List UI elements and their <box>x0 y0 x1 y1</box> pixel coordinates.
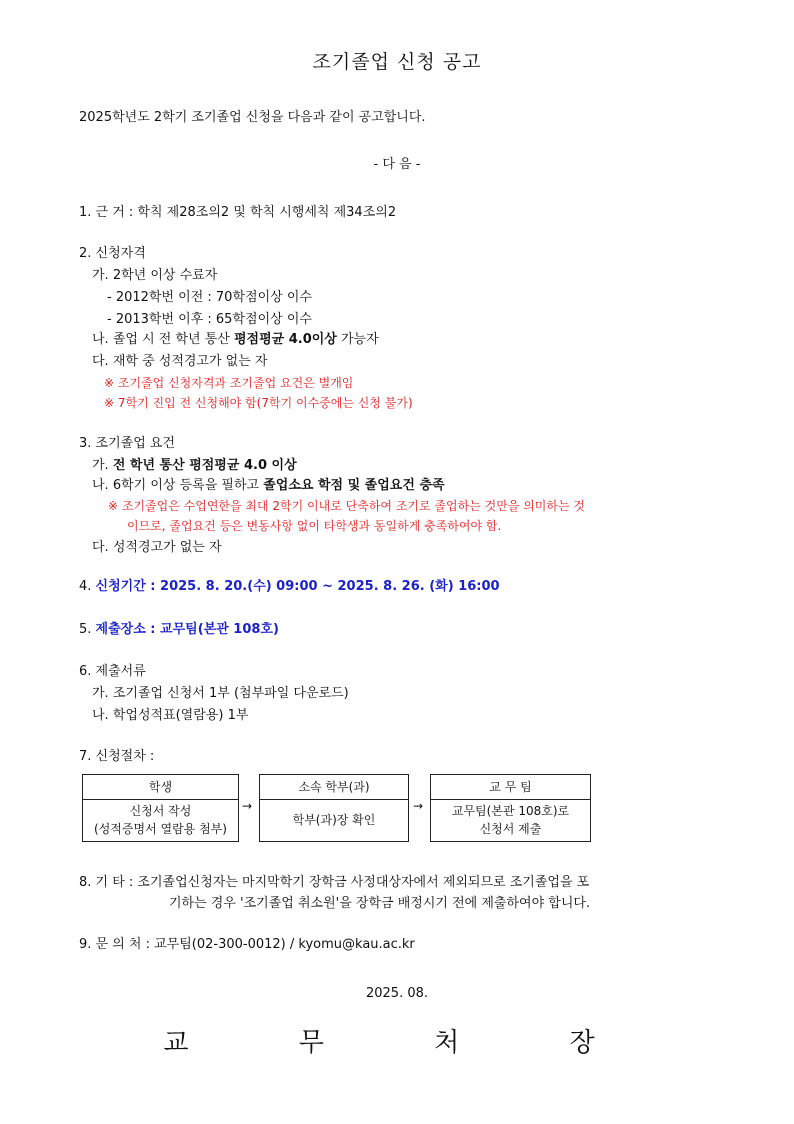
flow-step-student <box>82 774 239 842</box>
flow-step-body: 신청서 작성 (성적증명서 열람용 첨부) <box>94 804 227 836</box>
eligibility-sub-1: - 2012학번 이전 : 70학점이상 이수 <box>107 290 312 305</box>
flow-step-body: 교무팀(본관 108호)로 신청서 제출 <box>451 804 570 836</box>
requirement-item-ga: 가. 전 학년 통산 평점평균 4.0 이상 <box>92 458 297 473</box>
section-period: 4. 신청기간 : 2025. 8. 20.(수) 09:00 ~ 2025. 8. 26. (화) 16:00 <box>79 579 500 594</box>
flow-step-body: 학부(과)장 확인 <box>292 813 376 827</box>
section-contact: 9. 문 의 처 : 교무팀(02-300-0012) / kyomu@kau.ac.kr <box>79 937 415 952</box>
flow-step-department <box>259 774 409 842</box>
flow-arrow-icon: → <box>242 799 253 813</box>
flow-step-head: 소속 학부(과) <box>260 775 408 800</box>
flow-step-academic-team <box>430 774 591 842</box>
section-etc-line-2: 기하는 경우 '조기졸업 취소원'을 장학금 배정시기 전에 제출하여야 합니다. <box>169 896 591 911</box>
eligibility-item-da: 다. 재학 중 성적경고가 없는 자 <box>92 354 268 369</box>
eligibility-note-1: ※ 조기졸업 신청자격과 조기졸업 요건은 별개임 <box>104 376 354 390</box>
intro-text: 2025학년도 2학기 조기졸업 신청을 다음과 같이 공고합니다. <box>79 110 426 125</box>
flow-step-head: 교 무 팀 <box>431 775 590 800</box>
documents-item-ga: 가. 조기졸업 신청서 1부 (첨부파일 다운로드) <box>92 686 349 701</box>
eligibility-note-2: ※ 7학기 진입 전 신청해야 함(7학기 이수중에는 신청 불가) <box>104 396 413 410</box>
flow-step-head: 학생 <box>83 775 238 800</box>
section-requirements-heading: 3. 조기졸업 요건 <box>79 436 176 451</box>
eligibility-sub-2: - 2013학번 이후 : 65학점이상 이수 <box>107 312 312 327</box>
section-location: 5. 제출장소 : 교무팀(본관 108호) <box>79 622 279 637</box>
separator-text: - 다 음 - <box>373 157 421 172</box>
page-title: 조기졸업 신청 공고 <box>312 51 482 73</box>
section-basis: 1. 근 거 : 학칙 제28조의2 및 학칙 시행세칙 제34조의2 <box>79 205 397 220</box>
eligibility-item-na: 나. 졸업 시 전 학년 통산 평점평균 4.0이상 가능자 <box>92 332 379 347</box>
section-etc-line-1: 8. 기 타 : 조기졸업신청자는 마지막학기 장학금 사정대상자에서 제외되므로 조기졸업을 포 <box>79 875 590 890</box>
notice-date: 2025. 08. <box>365 986 429 1001</box>
requirement-note-1: ※ 조기졸업은 수업연한을 최대 2학기 이내로 단축하여 조기로 졸업하는 것만을 의미하는 것 <box>108 499 585 513</box>
issuing-office: 교 무 처 장 <box>163 1028 631 1058</box>
documents-item-na: 나. 학업성적표(열람용) 1부 <box>92 708 249 723</box>
section-eligibility-heading: 2. 신청자격 <box>79 246 146 261</box>
requirement-note-2: 이므로, 졸업요건 등은 변동사항 없이 타학생과 동일하게 충족하여야 함. <box>127 519 502 533</box>
requirement-item-da: 다. 성적경고가 없는 자 <box>92 540 222 555</box>
section-documents-heading: 6. 제출서류 <box>79 664 146 679</box>
requirement-item-na: 나. 6학기 이상 등록을 필하고 졸업소요 학점 및 졸업요건 충족 <box>92 478 445 493</box>
flow-arrow-icon: → <box>413 799 424 813</box>
eligibility-item-ga: 가. 2학년 이상 수료자 <box>92 268 218 283</box>
section-procedure-heading: 7. 신청절차 : <box>79 749 155 764</box>
